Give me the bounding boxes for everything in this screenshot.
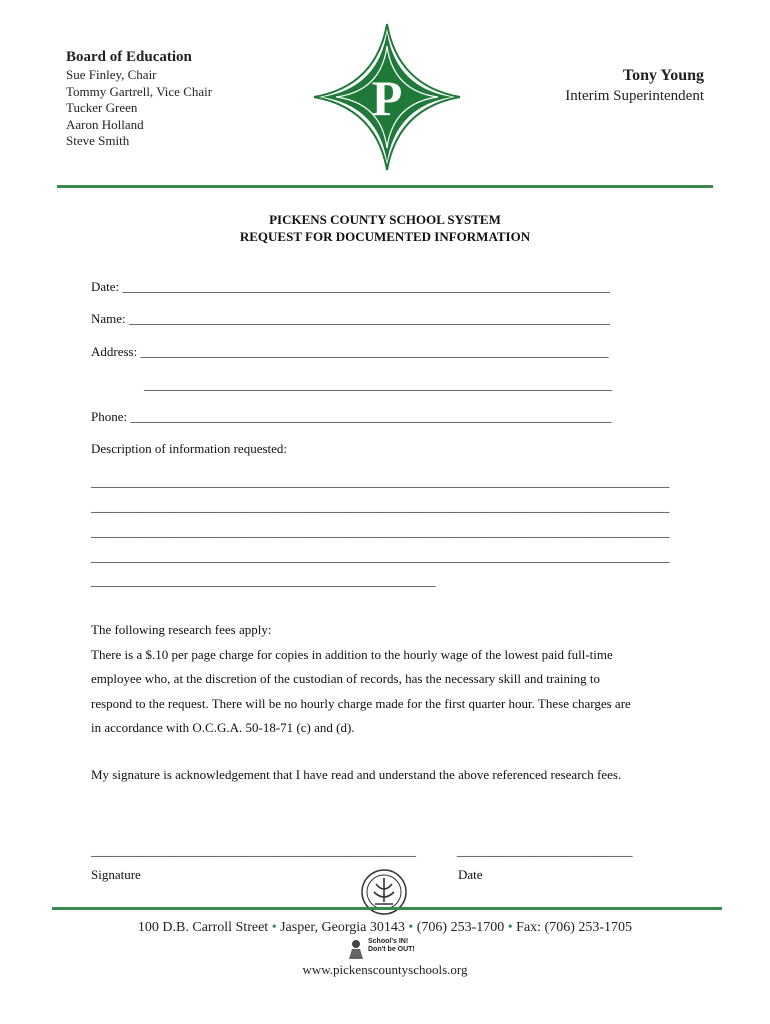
signature-label: Signature [91, 867, 141, 882]
footer-street: 100 D.B. Carroll Street [137, 920, 269, 935]
form-org: PICKENS COUNTY SCHOOL SYSTEM [269, 212, 501, 227]
board-member: Tommy Gartrell, Vice Chair [66, 83, 213, 99]
superintendent-title: Interim Superintendent [565, 88, 704, 104]
phone-label: Phone: [91, 409, 128, 424]
phone-field[interactable]: Phone: __________________________________________________________________________ [91, 409, 612, 424]
board-member: Sue Finley, Chair [66, 67, 157, 82]
name-label: Name: [91, 311, 126, 326]
form-heading: REQUEST FOR DOCUMENTED INFORMATION [239, 229, 531, 244]
superintendent-name: Tony Young [622, 67, 704, 84]
board-heading: Board of Education [66, 49, 192, 65]
description-line[interactable]: _________________________________________________________________________________________ [91, 499, 670, 514]
board-member: Steve Smith [66, 133, 130, 148]
schools-in-badge [346, 938, 426, 960]
fees-line: respond to the request. There will be no hourly charge made for the first quarter hour. These charges are [91, 695, 631, 711]
description-line[interactable]: _________________________________________________________________________________________ [91, 524, 670, 539]
description-line[interactable]: _____________________________________________________ [91, 573, 436, 588]
fees-line: There is a $.10 per page charge for copies in addition to the hourly wage of the lowest paid full-time [91, 646, 613, 662]
footer-website[interactable]: www.pickenscountyschools.org [302, 962, 468, 977]
description-label: Description of information requested: [91, 441, 288, 456]
fees-line: employee who, at the discretion of the custodian of records, has the necessary skill and training to [91, 671, 601, 686]
acknowledgement: My signature is acknowledgement that I have read and understand the above referenced research fees. [91, 767, 622, 782]
footer-fax: Fax: (706) 253-1705 [516, 920, 633, 935]
form-title [0, 211, 770, 245]
address-line-2[interactable]: ________________________________________________________________________ [144, 377, 612, 392]
superintendent-block [565, 66, 704, 106]
date-sign-label: Date [458, 867, 483, 882]
description-line[interactable]: _________________________________________________________________________________________ [91, 474, 670, 489]
header-divider [57, 185, 713, 188]
bullet-icon: • [408, 920, 414, 935]
fees-line: in accordance with O.C.G.A. 50-18-71 (c) and (d). [91, 720, 355, 735]
board-member: Aaron Holland [66, 116, 144, 132]
board-of-education [66, 48, 212, 150]
name-field[interactable]: Name: __________________________________________________________________________ [91, 311, 610, 326]
footer-address [0, 920, 770, 936]
bullet-icon: • [507, 920, 513, 935]
fees-heading: The following research fees apply: [91, 622, 272, 637]
date-field[interactable]: Date: ___________________________________________________________________________ [91, 279, 610, 294]
district-logo [312, 22, 462, 172]
fees-section [91, 618, 691, 741]
date-sign-line[interactable]: ___________________________ [457, 843, 633, 858]
address-label: Address: [91, 344, 138, 359]
badge-line-1: School's IN! [368, 938, 409, 945]
logo-letter: P [371, 70, 403, 126]
mascot-icon [346, 938, 366, 960]
footer-divider [52, 907, 722, 910]
bullet-icon: • [271, 920, 277, 935]
board-member: Tucker Green [66, 100, 138, 115]
badge-line-2: Don't be OUT! [368, 946, 415, 953]
footer-phone: (706) 253-1700 [416, 920, 505, 935]
description-line[interactable]: _________________________________________________________________________________________ [91, 549, 670, 564]
date-label: Date: [91, 279, 120, 294]
footer-city: Jasper, Georgia 30143 [280, 920, 405, 935]
address-field[interactable]: Address: ________________________________________________________________________ [91, 344, 609, 359]
signature-line[interactable]: __________________________________________________ [91, 843, 416, 858]
